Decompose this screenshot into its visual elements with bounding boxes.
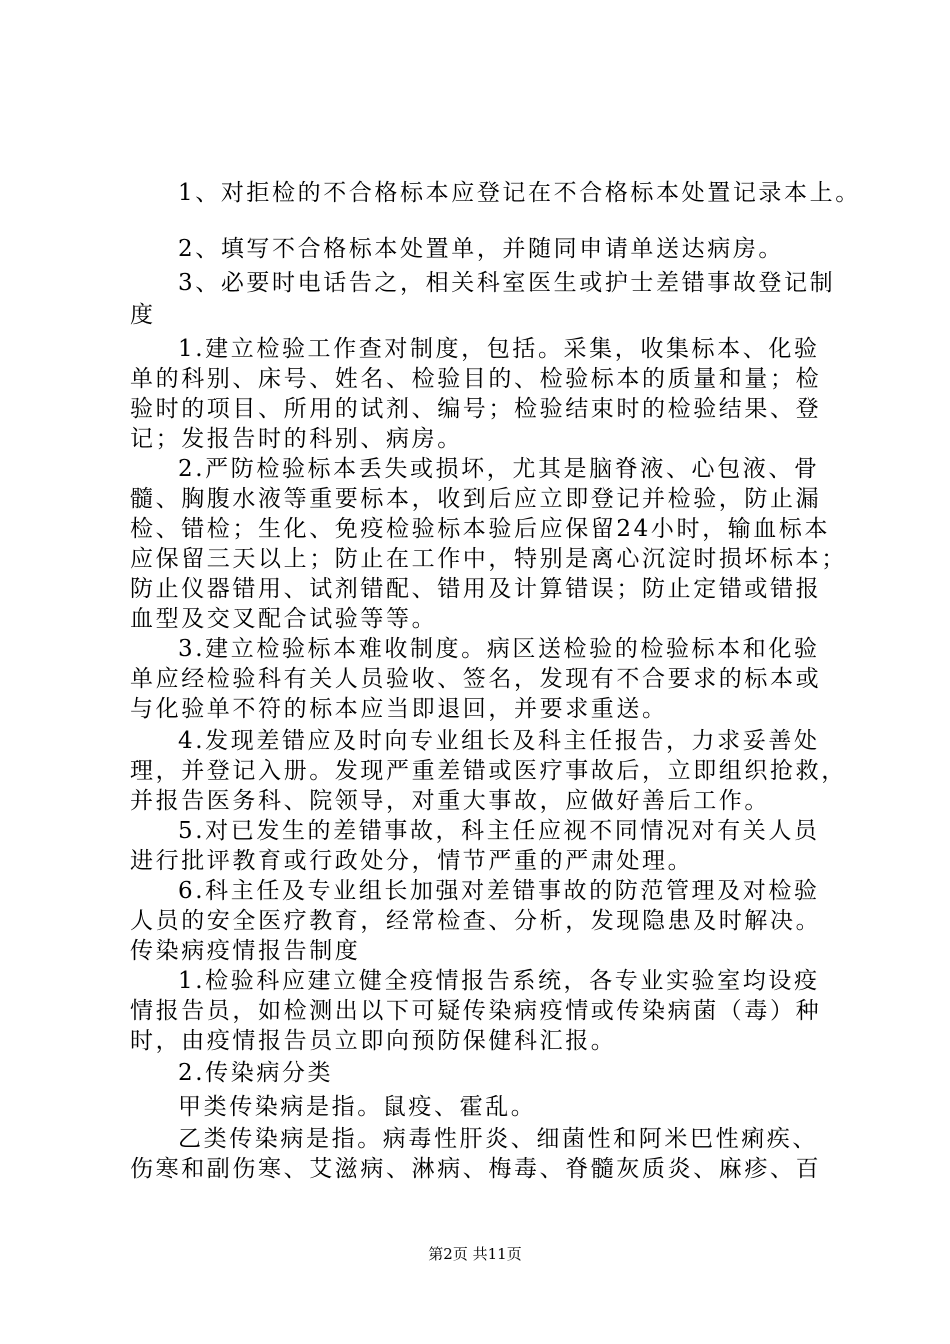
- paragraph-line: 理，并登记入册。发现严重差错或医疗事故后，立即组织抢救，: [130, 758, 847, 784]
- paragraph-line: 血型及交叉配合试验等等。: [130, 606, 438, 632]
- paragraph-line: 并报告医务科、院领导，对重大事故，应做好善后工作。: [130, 788, 770, 814]
- paragraph-line: 人员的安全医疗教育，经常检查、分析，发现隐患及时解决。: [130, 908, 822, 934]
- paragraph-line: 6.科主任及专业组长加强对差错事故的防范管理及对检验: [178, 878, 820, 904]
- paragraph-line: 度: [130, 302, 156, 328]
- paragraph-line: 记；发报告时的科别、病房。: [130, 426, 463, 452]
- paragraph-line: 检、错检；生化、免疫检验标本验后应保留24小时，输血标本: [130, 516, 831, 542]
- paragraph-line: 防止仪器错用、试剂错配、错用及计算错误；防止定错或错报: [130, 576, 822, 602]
- paragraph-line: 1.检验科应建立健全疫情报告系统，各专业实验室均设疫: [178, 968, 820, 994]
- paragraph-line: 伤寒和副伤寒、艾滋病、淋病、梅毒、脊髓灰质炎、麻疹、百: [130, 1156, 822, 1182]
- paragraph-line: 单的科别、床号、姓名、检验目的、检验标本的质量和量；检: [130, 366, 822, 392]
- paragraph-line: 时，由疫情报告员立即向预防保健科汇报。: [130, 1028, 617, 1054]
- paragraph-line: 5.对已发生的差错事故，科主任应视不同情况对有关人员: [178, 818, 820, 844]
- paragraph-line: 3.建立检验标本难收制度。病区送检验的检验标本和化验: [178, 636, 820, 662]
- paragraph-line: 甲类传染病是指。鼠疫、霍乱。: [178, 1094, 537, 1120]
- paragraph-line: 进行批评教育或行政处分，情节严重的严肃处理。: [130, 848, 694, 874]
- paragraph-line: 验时的项目、所用的试剂、编号；检验结束时的检验结果、登: [130, 396, 822, 422]
- paragraph-line: 情报告员，如检测出以下可疑传染病疫情或传染病菌（毒）种: [130, 998, 822, 1024]
- paragraph-line: 2.严防检验标本丢失或损坏，尤其是脑脊液、心包液、骨: [178, 456, 820, 482]
- paragraph-line: 应保留三天以上；防止在工作中，特别是离心沉淀时损坏标本；: [130, 546, 847, 572]
- paragraph-line: 2、填写不合格标本处置单，并随同申请单送达病房。: [178, 236, 785, 262]
- paragraph-line: 1.建立检验工作查对制度，包括。采集，收集标本、化验: [178, 336, 820, 362]
- paragraph-line: 4.发现差错应及时向专业组长及科主任报告，力求妥善处: [178, 728, 820, 754]
- paragraph-line: 髓、胸腹水液等重要标本，收到后应立即登记并检验，防止漏: [130, 486, 822, 512]
- paragraph-line: 乙类传染病是指。病毒性肝炎、细菌性和阿米巴性痢疾、: [178, 1126, 818, 1152]
- paragraph-line: 1、对拒检的不合格标本应登记在不合格标本处置记录本上。: [178, 180, 861, 206]
- paragraph-line: 与化验单不符的标本应当即退回，并要求重送。: [130, 696, 668, 722]
- paragraph-line: 单应经检验科有关人员验收、签名，发现有不合要求的标本或: [130, 666, 822, 692]
- page-number-footer: 第2页 共11页: [428, 1245, 522, 1263]
- section-heading: 传染病疫情报告制度: [130, 938, 361, 964]
- paragraph-line: 3、必要时电话告之，相关科室医生或护士差错事故登记制: [178, 270, 836, 296]
- paragraph-line: 2.传染病分类: [178, 1060, 334, 1086]
